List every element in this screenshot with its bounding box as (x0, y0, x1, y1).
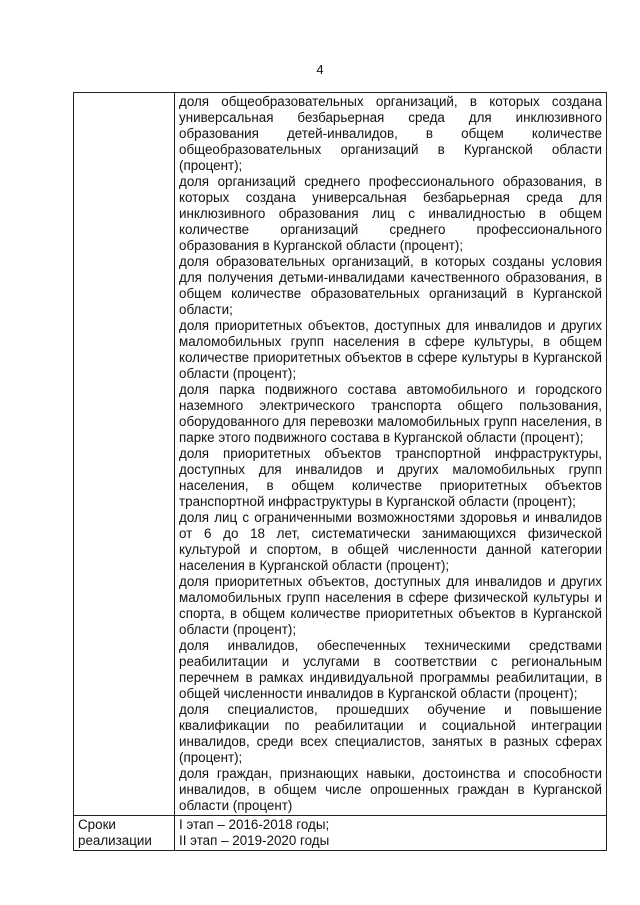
indicator-item: доля приоритетных объектов, доступных для инвалидов и других маломобильных групп населения в сфере культуры, в общем количестве приоритетных объектов в сфере культуры в Курганской области (процент); (179, 318, 602, 381)
timeline-stages-cell (175, 816, 607, 851)
page-number: 4 (316, 62, 324, 77)
timeline-label-line1: Сроки (78, 817, 116, 832)
indicators-cell (175, 93, 607, 816)
indicator-item: доля лиц с ограниченными возможностями здоровья и инвалидов от 6 до 18 лет, систематически занимающихся физической культурой и спортом, в общей численности данной категории населения в Курганской области (процент); (179, 510, 602, 573)
timeline-row (74, 816, 607, 851)
indicators-row (74, 93, 607, 816)
stage-1: I этап – 2016-2018 годы; (179, 817, 330, 832)
indicator-item: доля парка подвижного состава автомобильного и городского наземного электрического транспорта общего пользования, оборудованного для перевозки маломобильных групп населения, в парке этого подвижного состава в Курганской области (процент); (179, 382, 602, 445)
indicators-label-cell (74, 93, 175, 816)
program-table (73, 92, 607, 851)
indicator-item: доля общеобразовательных организаций, в которых создана универсальная безбарьерная среда для инклюзивного образования детей-инвалидов, в общем количестве общеобразовательных организаций в Курганской области (процент); (179, 94, 602, 173)
indicator-item: доля образовательных организаций, в которых созданы условия для получения детьми-инвалидами качественного образования, в общем количестве образовательных организаций в Курганской области; (179, 254, 602, 317)
indicator-item: доля инвалидов, обеспеченных техническими средствами реабилитации и услугами в соответствии с региональным перечнем в рамках индивидуальной программы реабилитации, в общей численности инвалидов в Курганской области (процент); (179, 638, 602, 701)
timeline-label-cell (74, 816, 175, 851)
stage-2: II этап – 2019-2020 годы (179, 833, 330, 848)
indicator-item: доля приоритетных объектов, доступных для инвалидов и других маломобильных групп населения в сфере физической культуры и спорта, в общем количестве приоритетных объектов в Курганской области (процент); (179, 574, 602, 637)
indicator-item: доля граждан, признающих навыки, достоинства и способности инвалидов, в общем числе опрошенных граждан в Курганской области (процент) (179, 766, 602, 813)
indicator-item: доля организаций среднего профессионального образования, в которых создана универсальная безбарьерная среда для инклюзивного образования лиц с инвалидностью в общем количестве организаций среднего профессионального образования в Курганской области (процент); (179, 174, 602, 253)
timeline-label-line2: реализации (78, 833, 152, 848)
indicator-item: доля приоритетных объектов транспортной инфраструктуры, доступных для инвалидов и других маломобильных групп населения, в общем количестве приоритетных объектов транспортной инфраструктуры в Курганской области (процент); (179, 446, 602, 509)
indicator-item: доля специалистов, прошедших обучение и повышение квалификации по реабилитации и социальной интеграции инвалидов, среди всех специалистов, занятых в разных сферах (процент); (179, 702, 602, 765)
